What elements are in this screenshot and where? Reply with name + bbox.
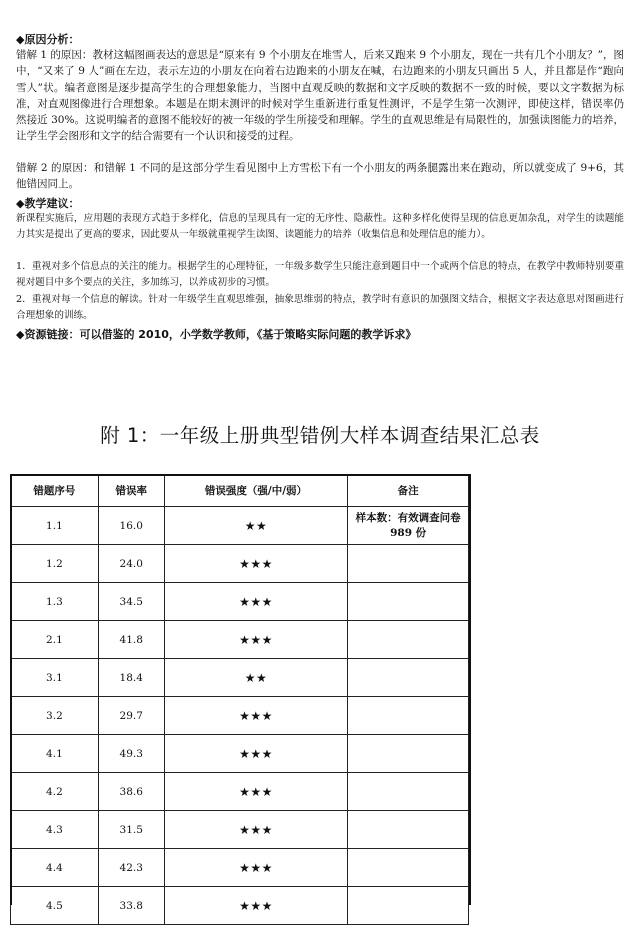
cell-strength-stars: ★★★ [164, 887, 348, 925]
cell-error-rate: 49.3 [98, 735, 164, 773]
cell-error-rate: 31.5 [98, 811, 164, 849]
table-row [11, 697, 469, 735]
cell-note [348, 583, 469, 621]
table-row [11, 583, 469, 621]
table-row [11, 507, 469, 545]
table-header-row [11, 475, 469, 507]
cell-strength-stars: ★★★ [164, 697, 348, 735]
cell-note [348, 849, 469, 887]
appendix-title: 附 1：一年级上册典型错例大样本调查结果汇总表 [100, 424, 540, 447]
header-note: 备注 [348, 475, 469, 507]
cell-strength-stars: ★★★ [164, 811, 348, 849]
table-row [11, 735, 469, 773]
analysis-paragraph-1: 错解 1 的原因：教材这幅图画表达的意思是“原来有 9 个小朋友在堆雪人，后来又跑来 9 个小朋友，现在一共有几个小朋友？”，图中，“又来了 9 人”画在左边，表示左边的小朋友在向着右边跑来的小朋友在喊，右边跑来的小朋友只画出 5 人，并且都是作“跑向雪人”状。编者意图是逐步提高学生的合理想象能力，当图中直观反映的数据和文字反映的数据不一致的时候，要以文字数据为标准，对直观图像进行合理想象。本题是在期末测评的时候对学生重新进行重复性测评，不是学生第一次测评，即使这样，错误率仍然接近 30%。这说明编者的意图不能较好的被一年级的学生所接受和理解。学生的直观思维是有局限性的，加强读图能力的培养，让学生学会图形和文字的结合需要有一个认识和接受的过程。 [16, 49, 624, 143]
cell-error-id: 4.1 [11, 735, 99, 773]
cell-error-id: 4.3 [11, 811, 99, 849]
table-row [11, 621, 469, 659]
suggestion-paragraph-3: 2．重视对每一个信息的解读。针对一年级学生直观思维强，抽象思维弱的特点，教学时有意识的加强图文结合，根据文字表达意思对图画进行合理想象的训练。 [16, 294, 624, 322]
cell-error-rate: 18.4 [98, 659, 164, 697]
cell-error-id: 3.1 [11, 659, 99, 697]
cell-note [348, 621, 469, 659]
cell-error-rate: 34.5 [98, 583, 164, 621]
suggestion-paragraph-1: 新课程实施后，应用题的表现方式趋于多样化，信息的呈现具有一定的无序性、隐蔽性。这种多样化使得呈现的信息更加杂乱，对学生的读题能力其实是提出了更高的要求，因此要从一年级就重视学生读图、读题能力的培养（收集信息和处理信息的能力）。 [16, 213, 624, 241]
summary-table [10, 474, 469, 925]
table-row [11, 773, 469, 811]
resource-link-text: ◆资源链接：可以借鉴的 2010，小学数学教师，《基于策略实际问题的教学诉求》 [16, 328, 417, 341]
cell-note [348, 735, 469, 773]
cell-error-rate: 38.6 [98, 773, 164, 811]
header-error-id: 错题序号 [11, 475, 99, 507]
table-row [11, 545, 469, 583]
cell-error-rate: 29.7 [98, 697, 164, 735]
cell-error-id: 1.3 [11, 583, 99, 621]
cell-strength-stars: ★★ [164, 659, 348, 697]
cell-error-rate: 24.0 [98, 545, 164, 583]
cell-error-id: 4.4 [11, 849, 99, 887]
table-row [11, 849, 469, 887]
cell-note [348, 545, 469, 583]
note-sample-size: 样本数：有效调查问卷 [355, 511, 461, 524]
cell-note [348, 659, 469, 697]
cell-error-id: 2.1 [11, 621, 99, 659]
cell-note [348, 507, 469, 545]
header-error-strength: 错误强度（强/中/弱） [164, 475, 348, 507]
analysis-heading: ◆原因分析： [16, 33, 80, 46]
cell-error-rate: 42.3 [98, 849, 164, 887]
table-row [11, 659, 469, 697]
cell-error-rate: 33.8 [98, 887, 164, 925]
cell-error-id: 4.5 [11, 887, 99, 925]
table-row [11, 811, 469, 849]
cell-note [348, 887, 469, 925]
table-row [11, 887, 469, 925]
cell-error-rate: 41.8 [98, 621, 164, 659]
suggestion-heading: ◆教学建议： [16, 197, 80, 210]
cell-strength-stars: ★★★ [164, 849, 348, 887]
suggestion-paragraph-2: 1．重视对多个信息点的关注的能力。根据学生的心理特征，一年级多数学生只能注意到题目中一个或两个信息的特点，在教学中教师特别要重视对题目中多个要点的关注，多加练习，以养成初步的习惯。 [16, 261, 624, 289]
analysis-paragraph-2: 错解 2 的原因：和错解 1 不同的是这部分学生看见图中上方雪松下有一个小朋友的两条腿露出来在跑动，所以就变成了 9+6，其他错因同上。 [16, 162, 624, 191]
cell-strength-stars: ★★★ [164, 583, 348, 621]
cell-error-rate: 16.0 [98, 507, 164, 545]
cell-strength-stars: ★★★ [164, 773, 348, 811]
cell-error-id: 1.1 [11, 507, 99, 545]
cell-error-id: 4.2 [11, 773, 99, 811]
cell-note [348, 773, 469, 811]
note-sample-count: 989 份 [390, 526, 427, 539]
cell-note [348, 811, 469, 849]
cell-strength-stars: ★★★ [164, 735, 348, 773]
cell-error-id: 1.2 [11, 545, 99, 583]
cell-note [348, 697, 469, 735]
header-error-rate: 错误率 [98, 475, 164, 507]
cell-error-id: 3.2 [11, 697, 99, 735]
cell-strength-stars: ★★★ [164, 545, 348, 583]
cell-strength-stars: ★★★ [164, 621, 348, 659]
cell-strength-stars: ★★ [164, 507, 348, 545]
